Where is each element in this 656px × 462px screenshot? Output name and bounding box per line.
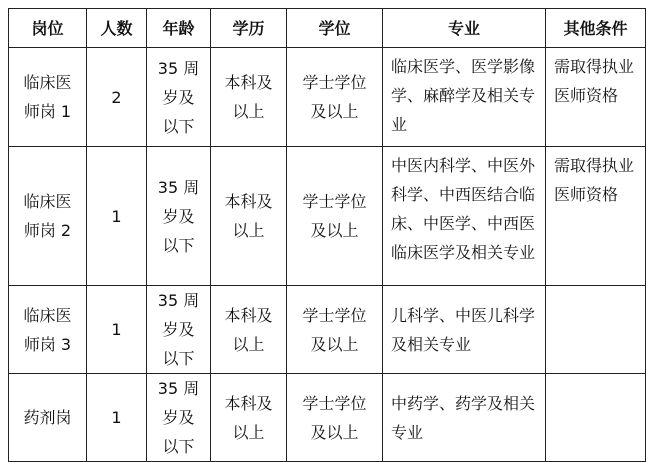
education-cell: 本科及 以上	[211, 374, 287, 462]
header-age: 年龄	[147, 9, 211, 48]
major-cell: 中药学、药学及相关专业	[383, 374, 546, 462]
table-row	[9, 48, 646, 147]
header-position: 岗位	[9, 9, 87, 48]
education-cell: 本科及 以上	[211, 48, 287, 147]
header-major: 专业	[383, 9, 546, 48]
position-cell: 临床医 师岗 1	[9, 48, 87, 147]
age-cell: 35 周 岁及 以下	[147, 147, 211, 286]
count-cell: 2	[87, 48, 147, 147]
header-education: 学历	[211, 9, 287, 48]
recruitment-table	[8, 8, 646, 462]
count-cell: 1	[87, 286, 147, 374]
major-cell: 临床医学、医学影像学、麻醉学及相关专业	[383, 48, 546, 147]
header-row	[9, 9, 646, 48]
other-cell: 需取得执业医师资格	[546, 147, 646, 286]
position-cell: 临床医 师岗 3	[9, 286, 87, 374]
header-other: 其他条件	[546, 9, 646, 48]
education-cell: 本科及 以上	[211, 286, 287, 374]
age-cell: 35 周 岁及 以下	[147, 48, 211, 147]
header-count: 人数	[87, 9, 147, 48]
other-cell	[546, 374, 646, 462]
major-cell: 中医内科学、中医外科学、中西医结合临床、中医学、中西医临床医学及相关专业	[383, 147, 546, 286]
degree-cell: 学士学位 及以上	[287, 286, 383, 374]
recruitment-table-wrapper	[8, 8, 646, 462]
age-cell: 35 周 岁及 以下	[147, 286, 211, 374]
age-cell: 35 周 岁及 以下	[147, 374, 211, 462]
position-cell: 临床医 师岗 2	[9, 147, 87, 286]
education-cell: 本科及 以上	[211, 147, 287, 286]
degree-cell: 学士学位 及以上	[287, 147, 383, 286]
other-cell: 需取得执业医师资格	[546, 48, 646, 147]
table-row	[9, 374, 646, 462]
position-cell: 药剂岗	[9, 374, 87, 462]
count-cell: 1	[87, 147, 147, 286]
table-row	[9, 286, 646, 374]
count-cell: 1	[87, 374, 147, 462]
major-cell: 儿科学、中医儿科学及相关专业	[383, 286, 546, 374]
header-degree: 学位	[287, 9, 383, 48]
degree-cell: 学士学位 及以上	[287, 48, 383, 147]
degree-cell: 学士学位 及以上	[287, 374, 383, 462]
table-row	[9, 147, 646, 286]
other-cell	[546, 286, 646, 374]
